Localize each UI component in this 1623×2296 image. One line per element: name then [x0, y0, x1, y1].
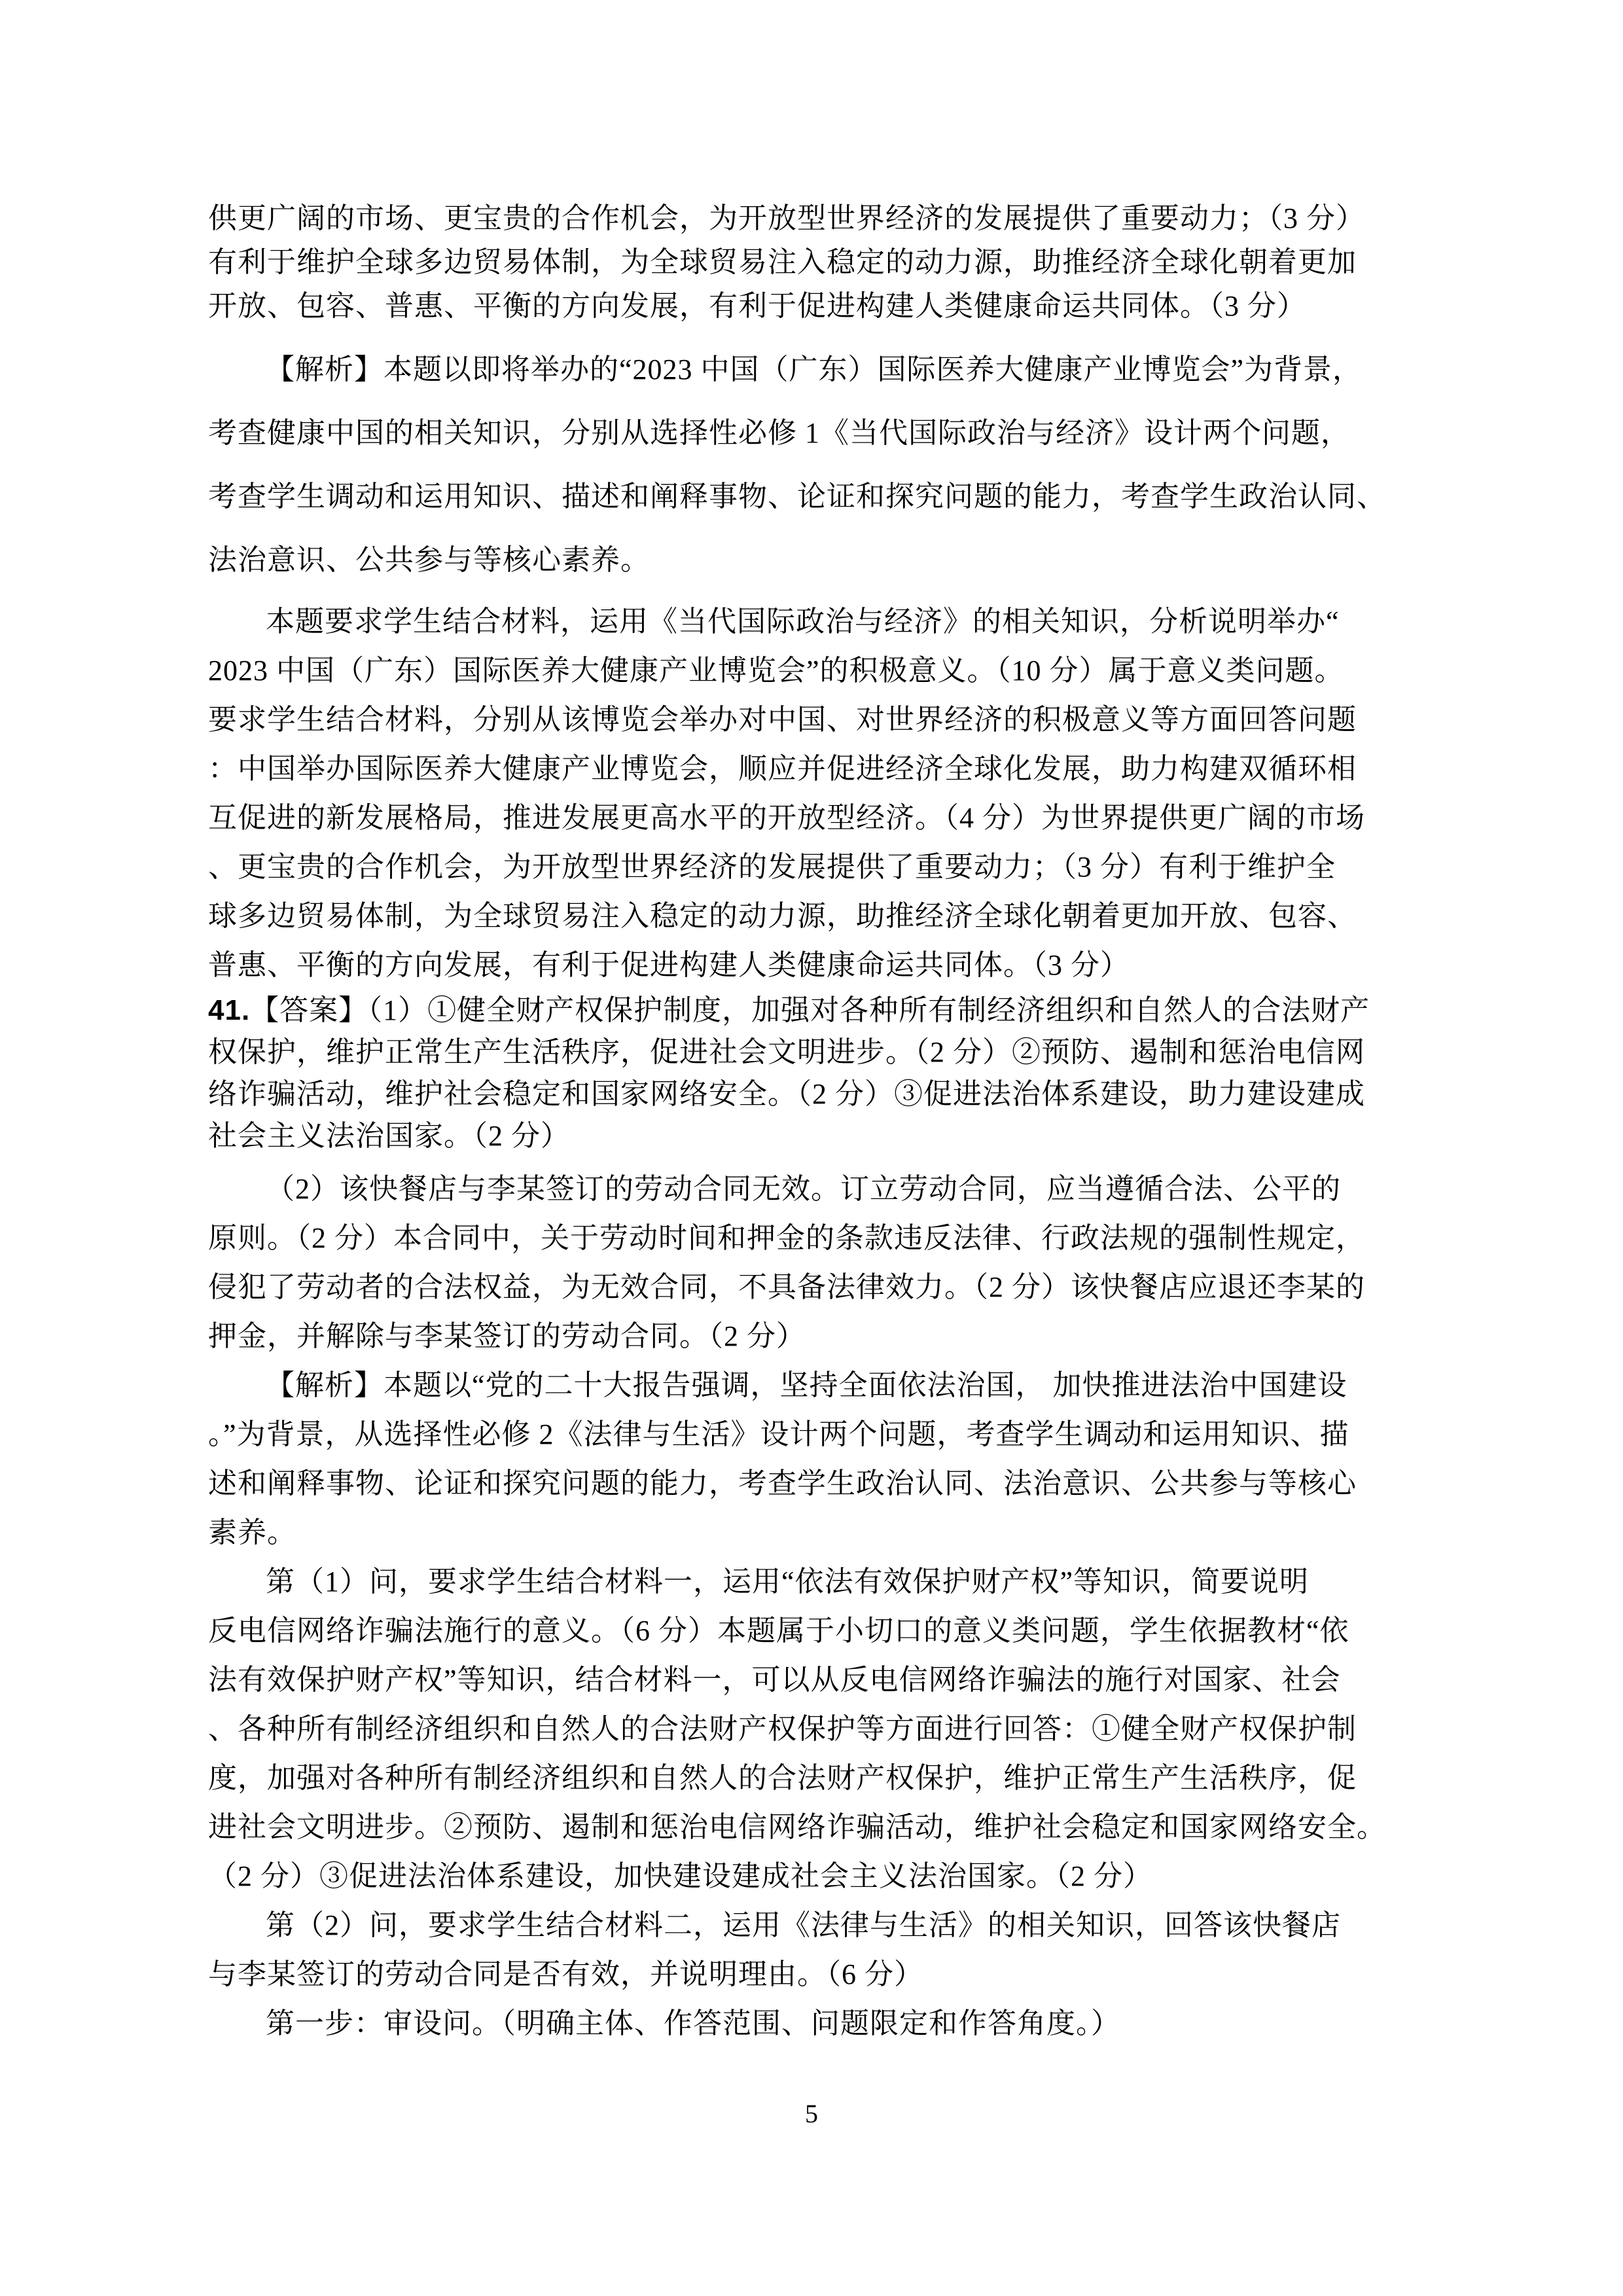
text-line: 开放、包容、普惠、平衡的方向发展，有利于促进构建人类健康命运共同体。（3 分）: [208, 290, 1306, 322]
text-line: 权保护，维护正常生产生活秩序，促进社会文明进步。（2 分）②预防、遏制和惩治电信网: [208, 1036, 1365, 1068]
paragraph-answer-q41: [208, 990, 1425, 1157]
text-line: 度，加强对各种所有制经济组织和自然人的合法财产权保护，维护正常生产生活秩序，促: [208, 1762, 1357, 1794]
text-line: 【解析】本题以“党的二十大报告强调，坚持全面依法治国， 加快推进法治中国建设: [266, 1369, 1347, 1401]
text-line: 与李某签订的劳动合同是否有效，并说明理由。（6 分）: [208, 1958, 923, 1990]
paragraph-analysis-q40: [208, 338, 1425, 592]
text-line: 考查健康中国的相关知识，分别从选择性必修 1《当代国际政治与经济》设计两个问题，: [208, 417, 1350, 449]
page-content: [208, 196, 1425, 2048]
text-line: 侵犯了劳动者的合法权益，为无效合同，不具备法律效力。（2 分）该快餐店应退还李某的: [208, 1271, 1365, 1303]
text-line: 考查学生调动和运用知识、描述和阐释事物、论证和探究问题的能力，考查学生政治认同、: [208, 480, 1386, 512]
paragraph-step1: [208, 1999, 1425, 2048]
text-line: [208, 990, 1425, 1031]
text-line: 押金，并解除与李某签订的劳动合同。（2 分）: [208, 1320, 806, 1352]
text-line: 要求学生结合材料，分别从该博览会举办对中国、对世界经济的积极意义等方面回答问题: [208, 704, 1357, 736]
text-line: 2023 中国（广东）国际医养大健康产业博览会”的积极意义。（10 分）属于意义类问题。: [208, 655, 1344, 687]
text-line: 供更广阔的市场、更宝贵的合作机会，为开放型世界经济的发展提供了重要动力；（3 分）: [208, 202, 1365, 234]
text-line: 、各种所有制经济组织和自然人的合法财产权保护等方面进行回答：①健全财产权保护制: [208, 1713, 1357, 1745]
text-line: 有利于维护全球多边贸易体制，为全球贸易注入稳定的动力源，助推经济全球化朝着更加: [208, 246, 1357, 278]
text-line: 普惠、平衡的方向发展，有利于促进构建人类健康命运共同体。（3 分）: [208, 949, 1130, 981]
text-line: 述和阐释事物、论证和探究问题的能力，考查学生政治认同、法治意识、公共参与等核心: [208, 1467, 1357, 1499]
text-line: 络诈骗活动，维护社会稳定和国家网络安全。（2 分）③促进法治体系建设，助力建设建成: [208, 1078, 1365, 1110]
text-line: 进社会文明进步。②预防、遏制和惩治电信网络诈骗活动，维护社会稳定和国家网络安全。: [208, 1811, 1386, 1843]
page-number: 5: [805, 2099, 818, 2128]
text-line: 第（2）问，要求学生结合材料二，运用《法律与生活》的相关知识，回答该快餐店: [266, 1909, 1341, 1941]
text-line: 原则。（2 分）本合同中，关于劳动时间和押金的条款违反法律、行政法规的强制性规定，: [208, 1222, 1365, 1254]
text-line: 球多边贸易体制，为全球贸易注入稳定的动力源，助推经济全球化朝着更加开放、包容、: [208, 900, 1357, 932]
text-line: 社会主义法治国家。（2 分）: [208, 1120, 570, 1152]
text-line: 第（1）问，要求学生结合材料一，运用“依法有效保护财产权”等知识，简要说明: [266, 1566, 1310, 1598]
text-line: ：中国举办国际医养大健康产业博览会，顺应并促进经济全球化发展，助力构建双循环相: [208, 753, 1357, 785]
paragraph-question2-analysis: [208, 1901, 1425, 1999]
text-line: 法有效保护财产权”等知识，结合材料一，可以从反电信网络诈骗法的施行对国家、社会: [208, 1664, 1341, 1696]
text-line: 本题要求学生结合材料，运用《当代国际政治与经济》的相关知识，分析说明举办“: [266, 605, 1340, 637]
text-segment: 【答案】（1）①健全财产权保护制度，加强对各种所有制经济组织和自然人的合法财产: [250, 994, 1370, 1026]
paragraph-question1-analysis: [208, 1557, 1425, 1901]
paragraph-answer-q41-part2: [208, 1164, 1425, 1361]
text-line: 素养。: [208, 1516, 296, 1549]
text-line: 第一步：审设问。（明确主体、作答范围、问题限定和作答角度。）: [266, 2007, 1120, 2039]
text-line: 【解析】本题以即将举办的“2023 中国（广东）国际医养大健康产业博览会”为背景，: [266, 353, 1363, 386]
paragraph-analysis-q41: [208, 1361, 1425, 1557]
question-number-41: 41.: [208, 994, 251, 1026]
text-line: 。”为背景，从选择性必修 2《法律与生活》设计两个问题，考查学生调动和运用知识、描: [208, 1418, 1349, 1450]
paragraph-requirement-q40: [208, 597, 1425, 990]
text-line: 反电信网络诈骗法施行的意义。（6 分）本题属于小切口的意义类问题，学生依据教材“依: [208, 1615, 1349, 1647]
text-line: （2）该快餐店与李某签订的劳动合同无效。订立劳动合同，应当遵循合法、公平的: [266, 1173, 1341, 1205]
text-line: 、更宝贵的合作机会，为开放型世界经济的发展提供了重要动力；（3 分）有利于维护全: [208, 851, 1336, 883]
text-line: 互促进的新发展格局，推进发展更高水平的开放型经济。（4 分）为世界提供更广阔的市场: [208, 802, 1365, 834]
text-line: 法治意识、公共参与等核心素养。: [208, 544, 650, 576]
text-line: （2 分）③促进法治体系建设，加快建设建成社会主义法治国家。（2 分）: [208, 1860, 1152, 1892]
paragraph-continuation: [208, 196, 1425, 328]
